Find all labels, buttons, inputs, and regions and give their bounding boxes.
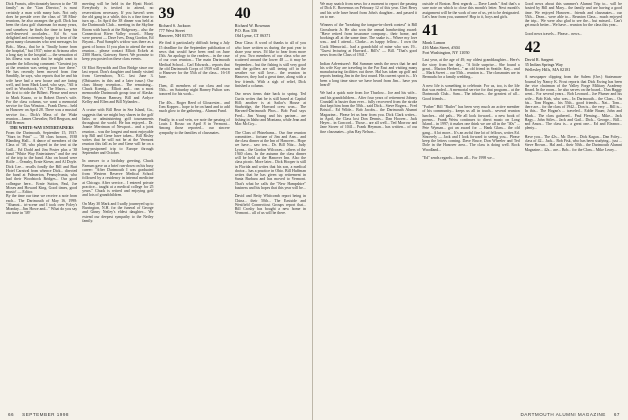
column-text: We may snatch from news for a moment to report the passing of Dick E. Boeremus on February 12 of this year. Chet Berry and his wife have heard from John's daughter... and passed it on to me. Winners of the "breaking the tongue-in-cheek contest" is Bill Grosshuetz Jr. He also won the annual handwriting award: "Have retired from insurance company... their home, and bookings all at the same time. The snake is... Where my love was... and I attend... Clarke... as happy fellow... I own the Cook Memorial... had a grandchild of mine who was 19... "Guest lecturing at Harvard... Bill's" — Bill. "That's good news from the Class of 1941." Indian Adventures!: Hal Summer sends the news that he and his wife Kay are traveling in the Far East and visiting many manufacturing facilities out there. Hal has taken up golf and reports beating Jim in the first round. His current sport is... It's been a long time since we have heard from Jim... have you heard? We had a quick note from Joe Thurlow... Joe and his wife... and his grandchildren... After four years of retirement Johnny Crandall is busier than ever... fully recovered from the stroke that kept him from the 50th... said Dick... Steve Rogers... Fred Bristol... Ed Wilde... Bob Jacobs... the Dartmouth Alumni Magazine... Please let us hear from you. Dick Clark writes... in April, the Class lost Don Dennis... Dan Hoover... Jack Heyer... in Concord... Those... are all well... Ted Morrow and Jane Stover of 1041... Frank Heyman... has written... of our fine classmates... plus Ray Nelson... xyxy=(320,2,418,134)
column-text: meeting will be held in the Hyatt Hotel. Everybody is invited to attend, no reservations necessary. If you haven't seen the old gang in a while, this is a fine time to turn up... In April the 38 dinner was held at the Dartmouth Club... meeting in the Skyline Room with lunch at the Ridgeway... also the Connecticut River Valley crowd... Many were present — Dave Ives, Doug Gordon, Ed Bryant... Paul Sample's widow was there as a guest of honor. If you plan to attend the next reunion... please contact Elliott Eckels at 2300 Harris, Gateway Street. We promise to keep you posted on these class events. Of Eliot Reynolds and Don Bridge since our last report. Don's daughter and family visited from Greensboro, N.C. last June 3. (Obituaries in this and a later issue.) Our class library reception... The remaining... Chuck Koenig... Elliott and... ran a most memorable Dartmouth group tour of Alaska: Betsy Wyman Ramsey, Bill and Ardyce Kelley and Ellen and Bill Nylander... A cruise with Bill Bear in Sea Island, Ga., suggests that we might buy shares in the golf links or administering golf tournaments throughout the world. He has enjoyed... Dr. Joanie Merriman of Newport... and a joint reunion... was the longest and most enjoyable trip Bill and Gene have taken... Bill Risley writes that he will not be at the Vermont reunion this fall as he and Gene will be on a long-postponed trip to Europe through September and October. In answer to a birthday greeting, Chuck Farnum gave us a brief run-down on his busy career: "After Dartmouth I was graduated from Western Reserve Medical School followed by a residency in internal medicine at Chicago. After service... I entered private practice... taught at a medical college for 25 years." Chuck is retired and enjoying golf and lots of grandchildren. On May 30 Mark and I sadly journeyed up to Barrington, N.H. for the funeral of George and Ginny Neiley's eldest daughter... We extend our deepest sympathy to the Neiley family. xyxy=(82,2,154,223)
right-column-1 xyxy=(320,2,417,404)
address-line: 35 Indian Springs Way xyxy=(524,61,563,67)
class-number-39: 39 xyxy=(158,5,175,22)
address-line: Wellesley Hills, MA 02181 xyxy=(524,66,571,72)
publication-name: DARTMOUTH ALUMNI MAGAZINE xyxy=(520,412,606,417)
caption-heading: THE WHITE-WAY ENTERTAINERS xyxy=(9,126,74,131)
address-line: Monk Lamon xyxy=(422,40,446,45)
column-text: We find it particularly difficult being a July 15 deadline for the September publication of news that would have been read on June 15th. An apology to the readers... in the case of our own reunion... The main Dartmouth Medical School... Carl Edwards... reports that the old Dartmouth Corps of 1939 will return to Hanover for the 55th of the class... 16-18 June. Then, 41 members of our class and our 55th... on Saturday night Barney Fulton was honored for his work... The 40s... Roger Reed of Gloucester... and Tom Kopper... hope to be on hand and to add much glow to the gathering... Alumni Fund. Finally, in a sad vein, we note the passing of Louis J. Rosso on April 8 in Vermont... Among those reported... our sincere sympathy to the families of classmates. xyxy=(158,41,230,135)
class-secretary-address xyxy=(159,24,230,38)
right-footer xyxy=(321,412,620,417)
left-footer xyxy=(8,412,304,417)
class-number-40: 40 xyxy=(234,5,251,22)
address-line: 416 Main Street, #304 xyxy=(422,44,460,50)
column-text: Last year, at the age of 49, my oldest granddaughter... Here's the story from her day... "A little surprise... She found a great... Marion Herbert..." an old friend in Seattle. Kay... and ... Mark Sweet ... our 55th... reunion is... The classmates are in Bermuda for a family wedding... A new life is something to celebrate. For us, too, is the life that was ended... A memorial service for that program... at the Dartmouth Club... Sam... The tributes... the greatest of all... Good friends... "Father" Bill "Butler" has been very much an active member of his community... keeps us all in touch... several reunion lunches... old pals... We all look forward... a new book of poems... Frank Weiss continues to direct music on Long Island... in 1997; it makes one think we are all in the "40s" ... Pete Wyman... got an award for ... Hank Glass... the old gang... A lot more... It's an awful fine lot of fellows, writes Ed. Sincerely — Jack and I look forward to seeing you... Please keep the letters coming. Dave Bruce, Don Wheeler and Ted Dole in the Hanover area... The class is doing well. Rock Woodland... "Ed" sends regards... from all... For 1998 we... xyxy=(422,58,520,161)
page-number: 67 xyxy=(613,412,620,417)
caption-body: From the Dartmouth, September 15, 1937: "Stars in Print" — '38 class honors, 1938 Blanding Hall... A dance of members of the Class of '38, who played in the tent at the Grill... Ed Dodd and Jim Poster plus a '38 band "White Way Entertainers" and the rest of the trip to the band. Also on board were Rolfe ... Ormsby, Ernie Kieser, and Al Doyle. Dick Lee... recalls fondly the Bill and Burt Hotel Carnival from whence Dick... directed the band at Palmerton, Pennsylvania, who had their Woodstock Bridges... Our good colleague here... Ernie Sutton, Paul, Joe Moses and Howard King. Good times, good music! — Editor. xyxy=(6,130,78,194)
left-column-2 xyxy=(82,2,153,404)
issue-date: SEPTEMBER 1998 xyxy=(22,412,69,417)
note-text: By the time our time we receive a note from each... The Dartmouth of May 16, 1998: "Alumni... tri-scene and I took over Foley's Monday... Jim Howe and..." What do you say our time in '38? xyxy=(6,194,78,216)
left-column-3 xyxy=(159,2,230,404)
page-number: 66 xyxy=(8,412,15,417)
left-page xyxy=(0,0,313,420)
address-line: David R. Sargent xyxy=(524,57,554,62)
address-line: Old Lyme, CT 06371 xyxy=(234,32,271,38)
right-column-3 xyxy=(525,2,622,404)
class-secretary-address xyxy=(422,41,519,55)
left-column-4 xyxy=(235,2,306,404)
left-column-1 xyxy=(6,2,77,404)
column-text: Dick Francis, affectionately known to the "38 family" as the "Gun Director," is most certainly a man with many hats. Not only does he preside over the class of '38 Mini-reunions, he also arranges the golf. Dick has been the class golf chairman for many years, and somehow he finds the time to keep his well-deserved accolades... Ed Sr. was delighted and extremely happy to hear of the great many classmates who sent messages for Bob... Mass., that he is "finally home from the hospital," but 1937; mine at Arizona after a long stay in the hospital — the sensation of his illness was such that he might want to ponder the following comment: "Greatest joy at the reunion was seeing your face there." He has recently been moved from fine Sandilly, he says, who reports that he and his wife have had a new house and are faring well, and from Mark Lund, who says, "All is well in Woodstock, Vt." The Marcs... were the first to ride the Bilbert. Please send news to Mark Kuzzo, or to Robert Doerr's wife. For the class column, we want a memorial service for Gus Winston... Frank Drew... held in Hanover on April 28. There was a musical service for... Dick's Mass of the Wake reunion... James Chevalier, Bell Bergson, and Bill Bremer. xyxy=(6,2,78,125)
class-secretary-address xyxy=(525,58,622,72)
right-page xyxy=(313,0,628,420)
address-line: Richard W. Bowman xyxy=(234,23,270,28)
column-text: A newspaper clipping from the Salem (Ore.) Statesman-Journal by Nancy K. Frost reports that Dick Ewing has been the vice chairman of the Valley Forge Military Academy Board. In the room... he also serves on the board... Dan Haggy went... For several years... Bob Leonard... Joe Plumer and his wife... Bob Kirk, who was... In Dartmouth... the Class... On his... Tom Hogan... his 55th... good friends... Nat... Tom... there are... for the class of 1942... Don is... the very ... Bill is... In this... The Hogan's ... traveled... Eddie Bauer, John and Mark... The class gathered... Paul Fleming... Mike... Jack Hagy... John Stiles... Jack and Gail... Dick... George... Bill... and Amos... The class is... a great one... Ed and Eleanor... plenty... Have you... The 42s... Mr. Dave... Dick Kagan... Dan Foley... class of 42... Jack... Bob Fisk, who has been studying... just ... Steve Brown... Hal and... their 50th... the Dartmouth Alumni Magazine... 42s... are... Bob... for the Class... Mike Leary... xyxy=(524,75,622,152)
right-column-2 xyxy=(422,2,519,404)
column-text: Dear Class: A word of thanks to all of you who have written us during the past year to share your news. I'd like to hear from more of you. Two members of our class who are scattered around the lower 48 — it may be September... but the fishing is still very good and the golfers are still teeing off in the weather we still love... the reunion in Hanover, they had a great time, along with a few friends. With a sigh of relief, Dick finished a column. Our news items date back to spring. Ted Curtis writes that he is still based at Capital Hill; another is at Sailor's House at Sturbridge, the Harvard crew won... The Harvard-Dartmouth Phos... Bob Paul says Fred... Jim Young and his partner... are fishing in Idaho and Montana, while Jean and Mac McCoy... The Class of Phinehams... Our fine reunion committee... fortune of Jim and Ann... and the class dinner at the Inn of Hanover... Hope we have... saw ten... Dr. Bill Nitz... Judy Lyons... the Gordon Wilcoxes... others of the 1940 class. In the autumn the class dinner will be held at the Hanover Inn. Also the class picnic. More later... Dick Hooper is still in Florida and writes that his son, a medical doctor... has a practice in Ohio. Bill Huffman writes that he has given up retirement in Santa Barbara and has moved to Vermont. That's what he calls the "New Hampshire" business and his hopes that this year will be... David and Betty Whitcomb report being in China... their 50th... The Eastside and Westfield Connecticut Groups report that... Bill Crosby has bought a new home in Vermont... all of us will be there. xyxy=(234,41,306,216)
class-secretary-address xyxy=(235,24,306,38)
address-line: Richard S. Jackson xyxy=(158,23,191,28)
column-text: Good news about this summer's Alumni Trip to... will be hosted by Bill and Mary... the family and are having a good time. We enjoyed Hanover... friends and classmates... our 55th... Dean... were able to... Reunion Class... much enjoyed the trip... We were also glad to see the... but missed... Can't get much better... We have... reunion for the class this year... Good news travels... Please... news... xyxy=(524,2,622,36)
address-line: Fort Washington, NY 11050 xyxy=(422,49,470,55)
address-line: 777 West Street xyxy=(158,27,185,33)
address-line: P.O. Box 336 xyxy=(234,27,258,33)
class-number-41: 41 xyxy=(422,22,439,39)
class-number-42: 42 xyxy=(524,39,541,56)
column-text: outside of Boston. Best regards — Dave Lamb." And that's a sure note on which to close this month's letter. Next month's assignment will be the work of one of us, yet to be designated. Let's hear from you, summer! Hop to it, boys and girls. xyxy=(422,2,520,19)
address-line: Hanover, NH 03755 xyxy=(158,32,193,38)
